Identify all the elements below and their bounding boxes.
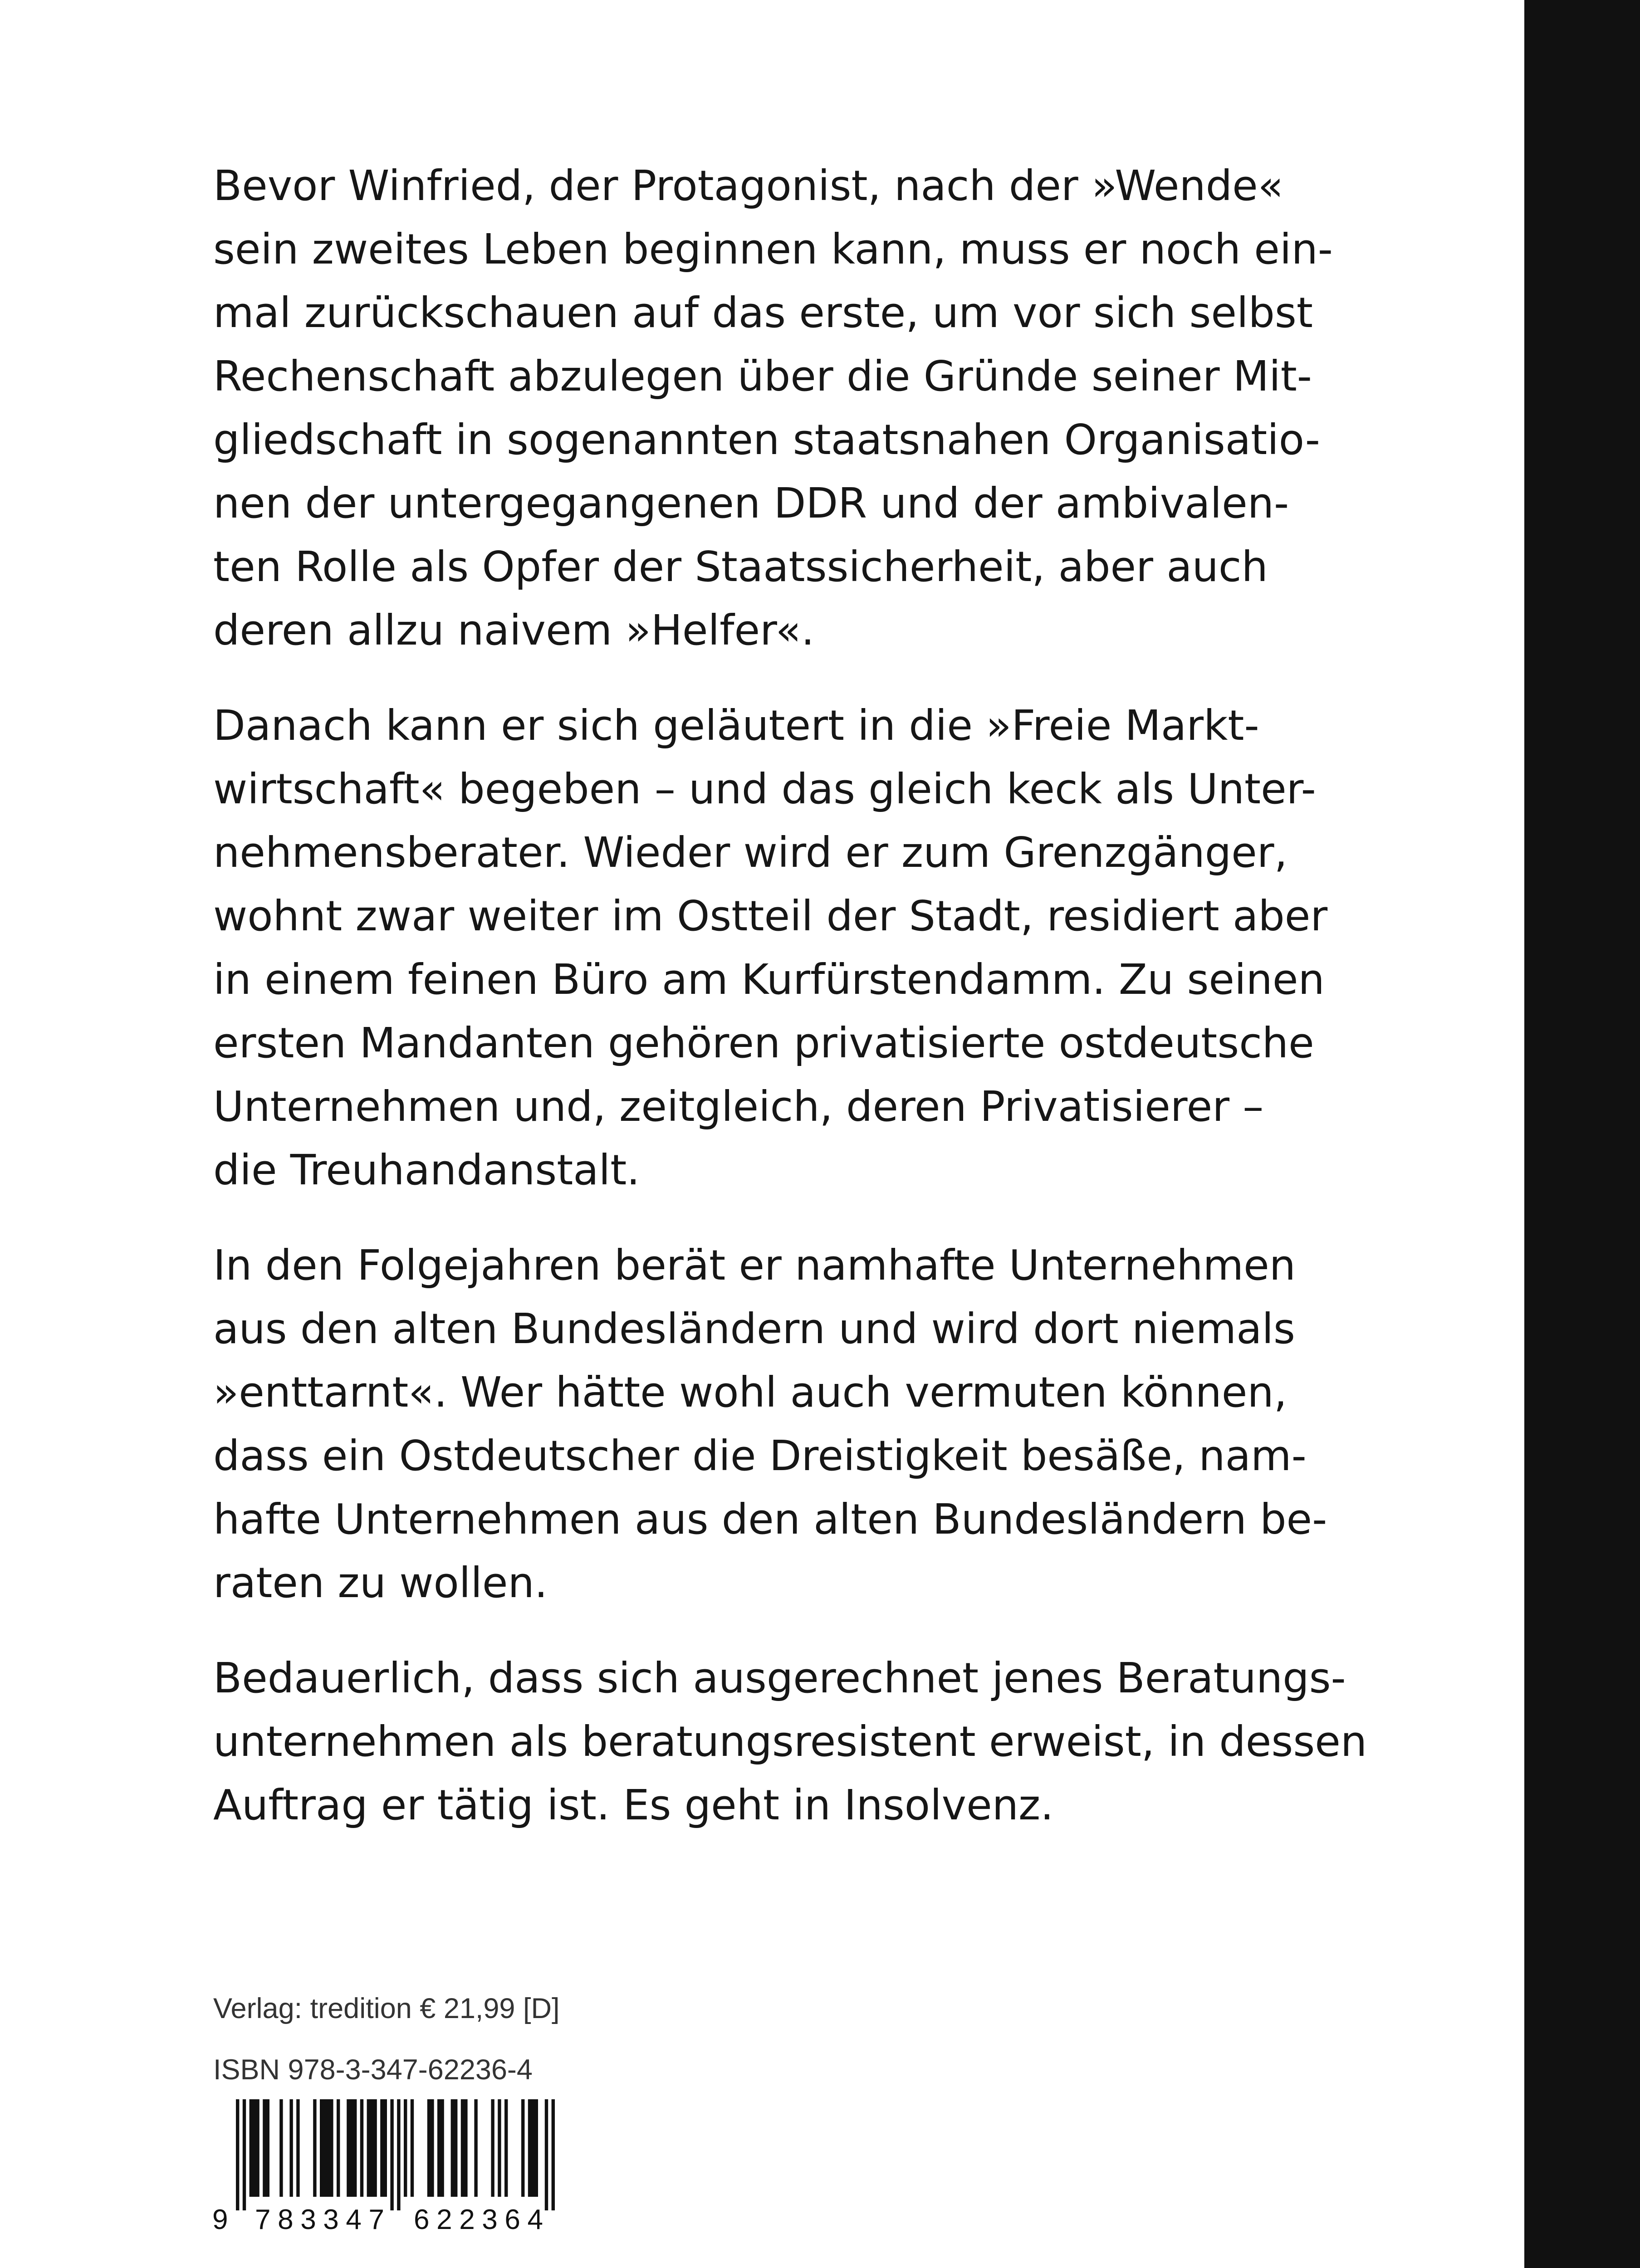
barcode-bar (528, 2099, 538, 2197)
blurb-line: ten Rolle als Opfer der Staatssicherheit, aber auch (213, 543, 1268, 591)
barcode-bar (279, 2099, 283, 2197)
barcode-bar (461, 2099, 468, 2197)
blurb-line: die Treuhandanstalt. (213, 1146, 640, 1194)
blurb-line: hafte Unternehmen aus den alten Bundesländern be- (213, 1495, 1327, 1544)
blurb-paragraph-2 (213, 694, 1328, 1202)
barcode-bar (498, 2099, 501, 2197)
blurb-line: mal zurückschauen auf das erste, um vor sich selbst (213, 288, 1313, 337)
barcode-guard-bar (397, 2099, 400, 2210)
barcode-bar (313, 2099, 316, 2197)
spine-edge (1524, 0, 1640, 2268)
barcode-bar (367, 2099, 377, 2197)
blurb-line: nehmensberater. Wieder wird er zum Grenzgänger, (213, 828, 1288, 877)
barcode-bar (380, 2099, 387, 2197)
barcode-bar (404, 2099, 407, 2197)
blurb-paragraph-3 (213, 1234, 1327, 1615)
barcode-guard-bar (552, 2099, 555, 2210)
barcode-guard-bar (545, 2099, 548, 2210)
barcode-bar (521, 2099, 524, 2197)
blurb-line: in einem feinen Büro am Kurfürstendamm. Zu seinen (213, 955, 1325, 1004)
barcode-bar (296, 2099, 299, 2197)
blurb-line: Bedauerlich, dass sich ausgerechnet jenes Beratungs- (213, 1654, 1346, 1702)
barcode-bar (504, 2099, 508, 2197)
barcode-guard-bar (390, 2099, 393, 2210)
blurb-line: raten zu wollen. (213, 1559, 548, 1607)
blurb-line: wirtschaft« begeben – und das gleich keck als Unter- (213, 765, 1316, 813)
barcode-bar (250, 2099, 259, 2197)
barcode-bar (411, 2099, 414, 2197)
blurb-line: Danach kann er sich geläutert in die »Freie Markt- (213, 701, 1259, 750)
blurb-line: unternehmen als beratungsresistent erweist, in dessen (213, 1717, 1367, 1766)
isbn-barcode (210, 2095, 573, 2231)
blurb-line: Auftrag er tätig ist. Es geht in Insolvenz. (213, 1781, 1054, 1829)
barcode-bars (236, 2099, 555, 2210)
blurb-line: Bevor Winfried, der Protagonist, nach der »Wende« (213, 161, 1284, 210)
barcode-bar (360, 2099, 363, 2197)
barcode-guard-bar (243, 2099, 246, 2210)
blurb-line: wohnt zwar weiter im Ostteil der Stadt, residiert aber (213, 892, 1328, 940)
blurb-line: ersten Mandanten gehören privatisierte ostdeutsche (213, 1019, 1314, 1067)
blurb-paragraph-1 (213, 154, 1333, 662)
blurb-line: sein zweites Leben beginnen kann, muss er noch ein- (213, 225, 1333, 274)
blurb-line: Rechenschaft abzulegen über die Gründe seiner Mit- (213, 352, 1312, 401)
blurb-line: In den Folgejahren berät er namhafte Unternehmen (213, 1241, 1296, 1290)
barcode-bar (347, 2099, 357, 2197)
blurb-line: gliedschaft in sogenannten staatsnahen Organisatio- (213, 415, 1320, 464)
blurb-line: nen der untergegangenen DDR und der ambivalen- (213, 479, 1289, 528)
barcode-bar (427, 2099, 434, 2197)
blurb-line: »enttarnt«. Wer hätte wohl auch vermuten können, (213, 1368, 1287, 1417)
blurb-paragraph-4 (213, 1647, 1367, 1837)
blurb-text (213, 154, 1367, 1837)
barcode-bar (320, 2099, 333, 2197)
barcode-bar (474, 2099, 477, 2197)
barcode-first-digit: 9 (212, 2204, 228, 2231)
barcode-bar (451, 2099, 458, 2197)
barcode-bar (263, 2099, 269, 2197)
barcode-graphic (210, 2095, 573, 2231)
barcode-bar (437, 2099, 444, 2197)
blurb-line: deren allzu naivem »Helfer«. (213, 606, 815, 655)
barcode-right-digits: 622364 (414, 2204, 543, 2231)
barcode-bar (491, 2099, 494, 2197)
imprint (213, 1990, 622, 2088)
publisher-price: Verlag: tredition € 21,99 [D] (213, 1993, 560, 2024)
barcode-left-digits: 783347 (255, 2204, 384, 2231)
barcode-guard-bar (236, 2099, 239, 2210)
barcode-bar (289, 2099, 293, 2197)
blurb-line: Unternehmen und, zeitgleich, deren Privatisierer – (213, 1082, 1264, 1131)
blurb-line: dass ein Ostdeutscher die Dreistigkeit besäße, nam- (213, 1432, 1307, 1480)
isbn-number: ISBN 978-3-347-62236-4 (213, 2054, 533, 2086)
barcode-bar (337, 2099, 340, 2197)
blurb-line: aus den alten Bundesländern und wird dort niemals (213, 1305, 1295, 1353)
